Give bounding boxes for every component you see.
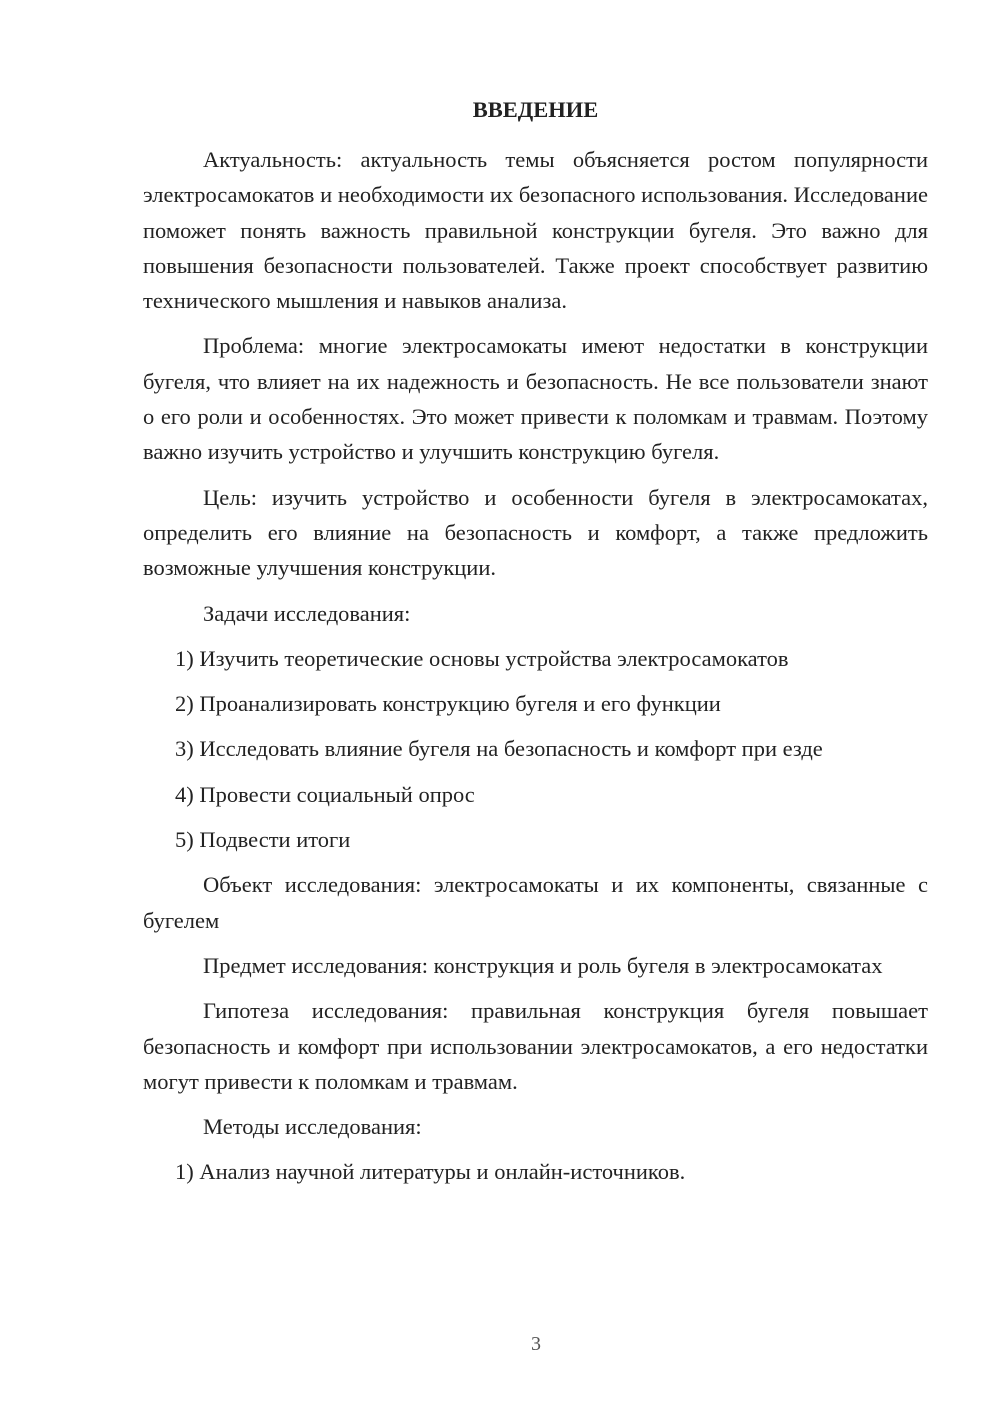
- method-item: 1) Анализ научной литературы и онлайн-источников.: [175, 1159, 686, 1185]
- problem-paragraph: Проблема: многие электросамокаты имеют недостатки в конструкции бугеля, что влияет на их надежность и безопасность. Не все пользователи знают о его роли и особенностях. Это может привести к поломкам и травмам. Поэтому важно изучить устройство и улучшить конструкцию бугеля.: [143, 333, 928, 465]
- tasks-title: Задачи исследования:: [203, 600, 411, 626]
- page-number: 3: [531, 1333, 541, 1355]
- object-paragraph: Объект исследования: электросамокаты и их компоненты, связанные с бугелем: [143, 872, 928, 933]
- task-item: 3) Исследовать влияние бугеля на безопасность и комфорт при езде: [175, 736, 823, 762]
- subject-paragraph: Предмет исследования: конструкция и роль бугеля в электросамокатах: [203, 952, 883, 978]
- section-heading: ВВЕДЕНИЕ: [472, 97, 599, 122]
- goal-paragraph: Цель: изучить устройство и особенности бугеля в электросамокатах, определить его влияние на безопасность и комфорт, а также предложить возможные улучшения конструкции.: [143, 484, 928, 581]
- task-item: 1) Изучить теоретические основы устройства электросамокатов: [175, 645, 789, 671]
- relevance-paragraph: Актуальность: актуальность темы объясняется ростом популярности электросамокатов и необходимости их безопасного использования. Исследование поможет понять важность правильной конструкции бугеля. Это важно для повышения безопасности пользователей. Также проект способствует развитию технического мышления и навыков анализа.: [143, 147, 928, 314]
- document-body: [143, 92, 928, 1200]
- methods-title: Методы исследования:: [203, 1114, 422, 1140]
- task-item: 2) Проанализировать конструкцию бугеля и его функции: [175, 691, 721, 717]
- hypothesis-paragraph: Гипотеза исследования: правильная конструкция бугеля повышает безопасность и комфорт при использовании электросамокатов, а его недостатки могут привести к поломкам и травмам.: [143, 998, 928, 1094]
- task-item: 4) Провести социальный опрос: [175, 781, 475, 807]
- task-item: 5) Подвести итоги: [175, 827, 351, 853]
